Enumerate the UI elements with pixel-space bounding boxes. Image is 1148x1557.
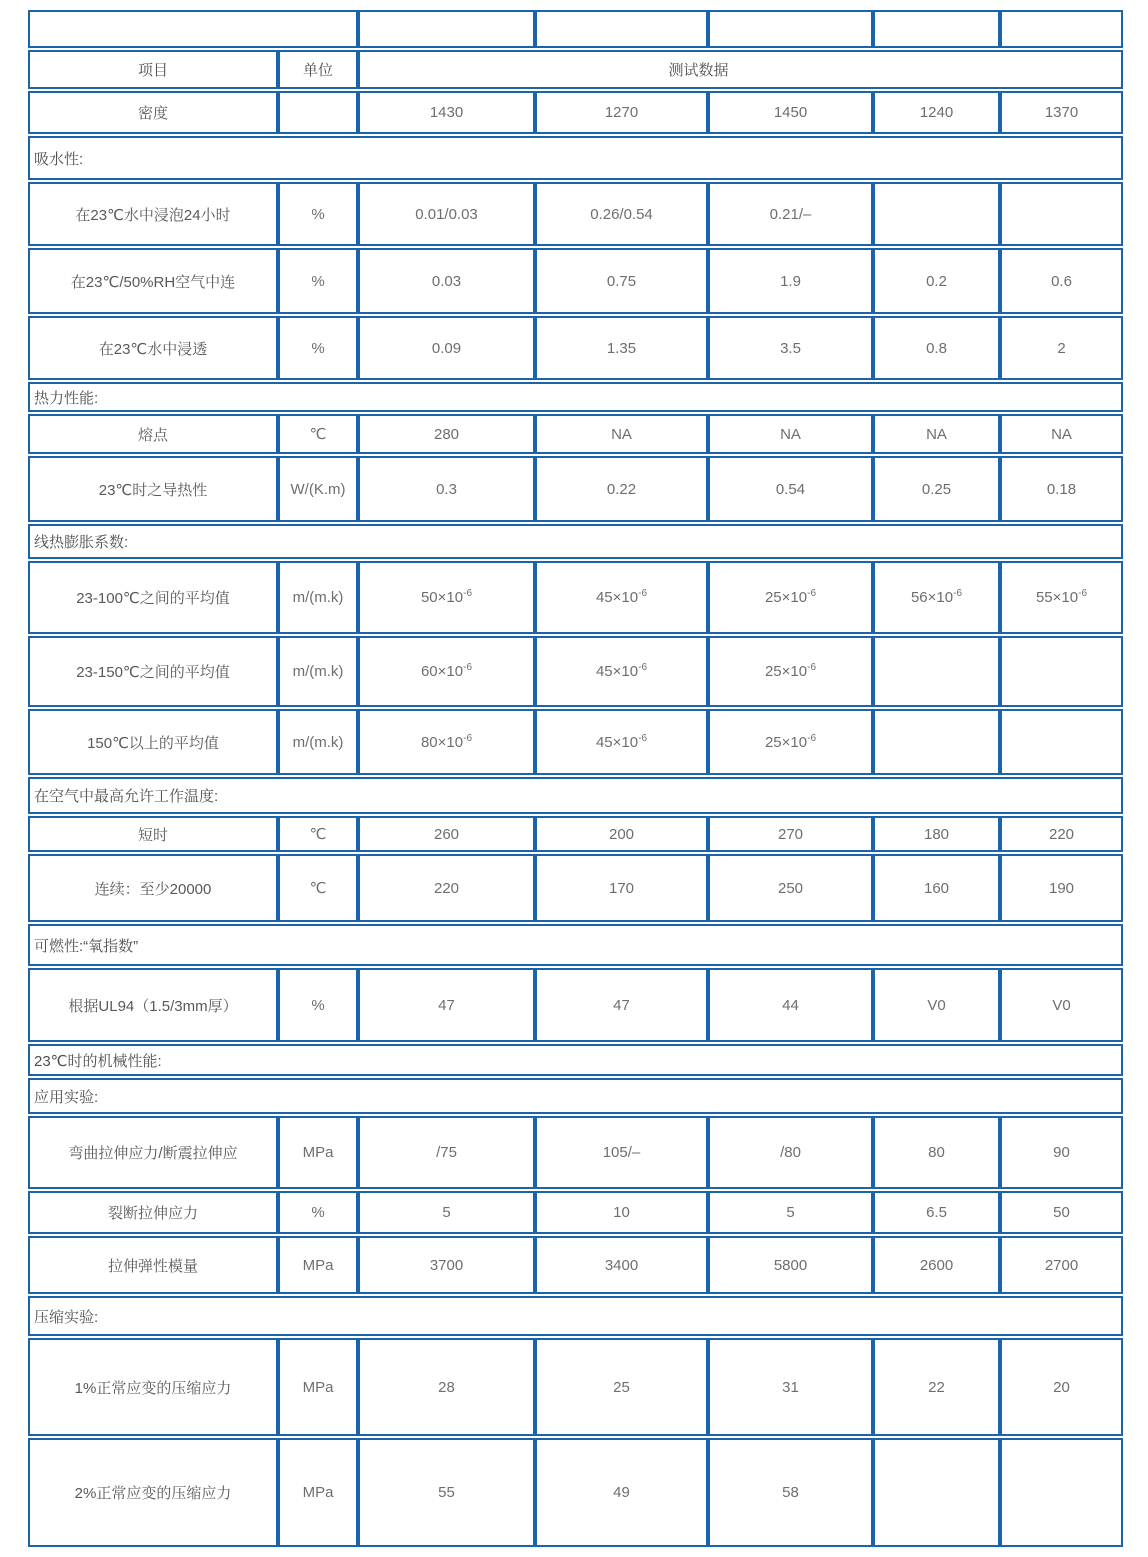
value-cell: NA (535, 414, 708, 454)
value-cell: 47 (358, 968, 535, 1042)
value-cell: 49 (535, 1438, 708, 1547)
section-row (28, 524, 1123, 559)
value-cell: 2600 (873, 1236, 1000, 1294)
value-cell: 28 (358, 1338, 535, 1436)
value-cell: $50\times 10^{-6}$ (358, 561, 535, 634)
value-cell: 270 (708, 816, 873, 852)
data-row (28, 414, 1123, 454)
section-row (28, 1044, 1123, 1076)
value-cell: 0.26/0.54 (535, 182, 708, 246)
value-cell: 105/– (535, 1116, 708, 1189)
row-unit: MPa (278, 1438, 358, 1547)
data-row (28, 248, 1123, 314)
data-row (28, 91, 1123, 134)
section-label: 应用实验: (28, 1078, 1123, 1114)
value-cell (1000, 1438, 1123, 1547)
value-cell: 3.5 (708, 316, 873, 380)
value-cell: 0.03 (358, 248, 535, 314)
value-cell: $56\times 10^{-6}$ (873, 561, 1000, 634)
value-cell (873, 636, 1000, 707)
row-unit: m/(m.k) (278, 636, 358, 707)
value-cell: 5800 (708, 1236, 873, 1294)
value-cell: 10 (535, 1191, 708, 1234)
value-cell: 5 (708, 1191, 873, 1234)
row-label: 23℃时之导热性 (28, 456, 278, 522)
value-cell: $45\times 10^{-6}$ (535, 561, 708, 634)
value-cell: NA (873, 414, 1000, 454)
data-row (28, 1191, 1123, 1234)
value-cell: 0.54 (708, 456, 873, 522)
value-cell: 22 (873, 1338, 1000, 1436)
value-cell: 90 (1000, 1116, 1123, 1189)
value-cell: 180 (873, 816, 1000, 852)
value-cell: 280 (358, 414, 535, 454)
value-cell: 0.75 (535, 248, 708, 314)
data-row (28, 456, 1123, 522)
section-row (28, 136, 1123, 180)
value-cell (1000, 709, 1123, 775)
value-cell: 31 (708, 1338, 873, 1436)
row-label: 拉伸弹性模量 (28, 1236, 278, 1294)
unit-label: 单位 (278, 50, 358, 89)
row-unit: ℃ (278, 854, 358, 922)
row-label: 裂断拉伸应力 (28, 1191, 278, 1234)
data-row (28, 1116, 1123, 1189)
value-cell: 220 (1000, 816, 1123, 852)
value-cell: 170 (535, 854, 708, 922)
value-cell: 1450 (708, 91, 873, 134)
value-cell: $25\times 10^{-6}$ (708, 561, 873, 634)
data-row (28, 1438, 1123, 1547)
value-cell: 260 (358, 816, 535, 852)
value-cell: 1240 (873, 91, 1000, 134)
row-unit: MPa (278, 1236, 358, 1294)
value-cell: $45\times 10^{-6}$ (535, 709, 708, 775)
row-label: 1%正常应变的压缩应力 (28, 1338, 278, 1436)
column-header-psu: PSU (873, 10, 1000, 48)
row-unit: % (278, 316, 358, 380)
section-row (28, 777, 1123, 814)
row-label: 23-100℃之间的平均值 (28, 561, 278, 634)
value-cell: 0.2 (873, 248, 1000, 314)
value-cell (873, 182, 1000, 246)
value-cell: $55\times 10^{-6}$ (1000, 561, 1123, 634)
column-header-pei: PEI (535, 10, 708, 48)
data-row (28, 968, 1123, 1042)
data-row (28, 854, 1123, 922)
value-cell: NA (1000, 414, 1123, 454)
row-unit: W/(K.m) (278, 456, 358, 522)
data-row (28, 561, 1123, 634)
value-cell: 44 (708, 968, 873, 1042)
value-cell: 55 (358, 1438, 535, 1547)
data-row (28, 1236, 1123, 1294)
row-unit: % (278, 248, 358, 314)
value-cell: $60\times 10^{-6}$ (358, 636, 535, 707)
value-cell: 58 (708, 1438, 873, 1547)
row-unit: % (278, 968, 358, 1042)
row-label: 根据UL94（1.5/3mm厚） (28, 968, 278, 1042)
value-cell: 6.5 (873, 1191, 1000, 1234)
header-row (28, 10, 1123, 48)
value-cell: 47 (535, 968, 708, 1042)
value-cell: 220 (358, 854, 535, 922)
row-label: 连续：至少20000 (28, 854, 278, 922)
value-cell: 250 (708, 854, 873, 922)
column-header-pps: PPS (358, 10, 535, 48)
row-label: 密度 (28, 91, 278, 134)
row-unit: ℃ (278, 816, 358, 852)
value-cell: 0.6 (1000, 248, 1123, 314)
row-unit: MPa (278, 1338, 358, 1436)
value-cell: 2 (1000, 316, 1123, 380)
value-cell: $45\times 10^{-6}$ (535, 636, 708, 707)
value-cell: $80\times 10^{-6}$ (358, 709, 535, 775)
value-cell: 5 (358, 1191, 535, 1234)
row-unit: MPa (278, 1116, 358, 1189)
value-cell: 80 (873, 1116, 1000, 1189)
value-cell (873, 1438, 1000, 1547)
data-row (28, 316, 1123, 380)
value-cell: 0.01/0.03 (358, 182, 535, 246)
value-cell: 190 (1000, 854, 1123, 922)
value-cell: /80 (708, 1116, 873, 1189)
value-cell: 3400 (535, 1236, 708, 1294)
row-unit: % (278, 182, 358, 246)
section-label: 压缩实验: (28, 1296, 1123, 1336)
value-cell: 50 (1000, 1191, 1123, 1234)
value-cell: 200 (535, 816, 708, 852)
row-unit: ℃ (278, 414, 358, 454)
data-row (28, 182, 1123, 246)
section-label: 23℃时的机械性能: (28, 1044, 1123, 1076)
value-cell (1000, 182, 1123, 246)
row-label: 短时 (28, 816, 278, 852)
value-cell: V0 (873, 968, 1000, 1042)
value-cell: $25\times 10^{-6}$ (708, 636, 873, 707)
value-cell: /75 (358, 1116, 535, 1189)
section-row (28, 1296, 1123, 1336)
value-cell: 1.9 (708, 248, 873, 314)
value-cell: 1.35 (535, 316, 708, 380)
section-label: 在空气中最高允许工作温度: (28, 777, 1123, 814)
value-cell: 25 (535, 1338, 708, 1436)
data-row (28, 816, 1123, 852)
section-row (28, 382, 1123, 412)
row-label: 2%正常应变的压缩应力 (28, 1438, 278, 1547)
value-cell: V0 (1000, 968, 1123, 1042)
value-cell: 2700 (1000, 1236, 1123, 1294)
value-cell: 20 (1000, 1338, 1123, 1436)
product-name-header: 产品名称 (28, 10, 358, 48)
value-cell: 1270 (535, 91, 708, 134)
row-unit (278, 91, 358, 134)
row-label: 150℃以上的平均值 (28, 709, 278, 775)
value-cell: NA (708, 414, 873, 454)
value-cell: 0.21/– (708, 182, 873, 246)
value-cell: 0.09 (358, 316, 535, 380)
section-row (28, 924, 1123, 966)
row-label: 在23℃水中浸泡24小时 (28, 182, 278, 246)
subheader-row (28, 50, 1123, 89)
data-row (28, 709, 1123, 775)
section-label: 吸水性: (28, 136, 1123, 180)
column-header-pai: PAI (708, 10, 873, 48)
row-label: 在23℃水中浸透 (28, 316, 278, 380)
value-cell: 1370 (1000, 91, 1123, 134)
section-row (28, 1078, 1123, 1114)
row-label: 弯曲拉伸应力/断震拉伸应 (28, 1116, 278, 1189)
value-cell: 0.18 (1000, 456, 1123, 522)
value-cell: 0.8 (873, 316, 1000, 380)
value-cell: 1430 (358, 91, 535, 134)
value-cell: 160 (873, 854, 1000, 922)
column-header-pes: PES (1000, 10, 1123, 48)
value-cell: 0.25 (873, 456, 1000, 522)
value-cell: 0.3 (358, 456, 535, 522)
row-unit: % (278, 1191, 358, 1234)
value-cell: 3700 (358, 1236, 535, 1294)
value-cell: $25\times 10^{-6}$ (708, 709, 873, 775)
row-label: 23-150℃之间的平均值 (28, 636, 278, 707)
section-label: 热力性能: (28, 382, 1123, 412)
section-label: 可燃性:“氧指数” (28, 924, 1123, 966)
row-unit: m/(m.k) (278, 561, 358, 634)
data-row (28, 1338, 1123, 1436)
row-unit: m/(m.k) (278, 709, 358, 775)
section-label: 线热膨胀系数: (28, 524, 1123, 559)
row-label: 在23℃/50%RH空气中连 (28, 248, 278, 314)
row-label: 熔点 (28, 414, 278, 454)
test-data-label: 测试数据 (358, 50, 1123, 89)
item-label: 项目 (28, 50, 278, 89)
value-cell: 0.22 (535, 456, 708, 522)
material-spec-table (28, 8, 1123, 1549)
data-row (28, 636, 1123, 707)
value-cell (1000, 636, 1123, 707)
value-cell (873, 709, 1000, 775)
